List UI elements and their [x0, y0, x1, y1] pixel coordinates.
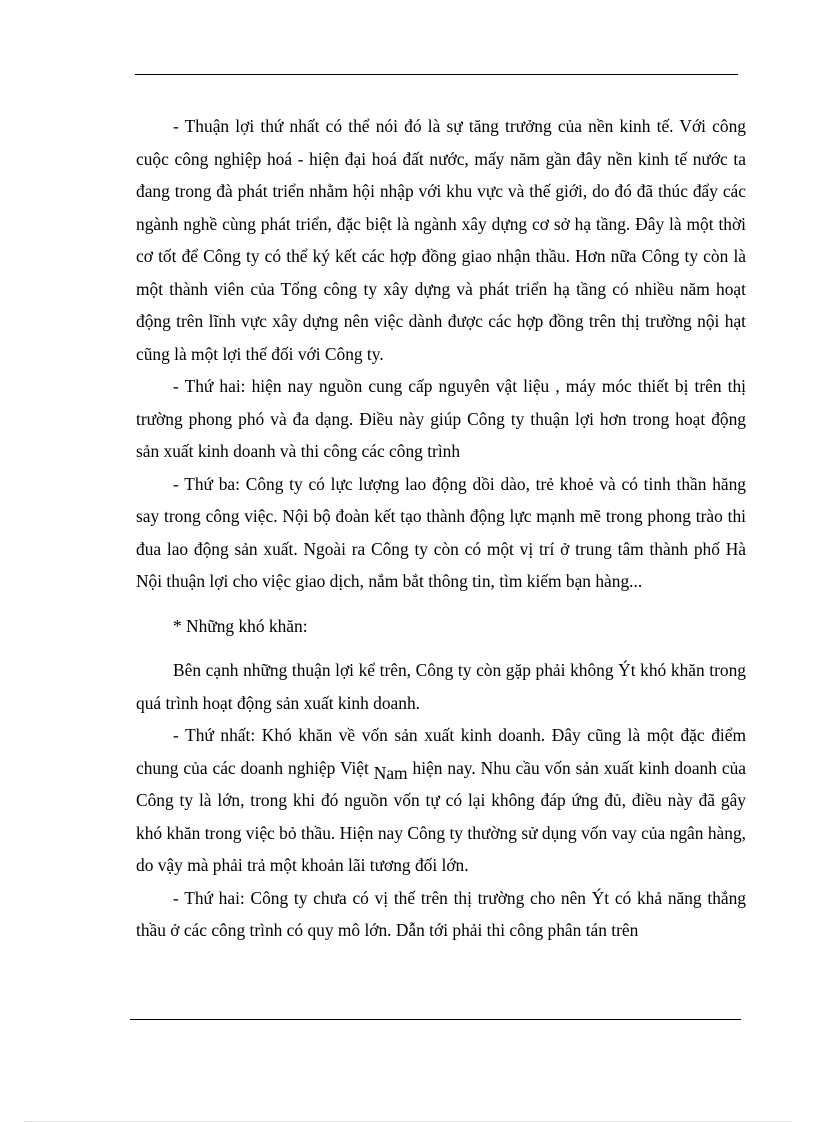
page-edge-dotted-line	[24, 1121, 792, 1122]
document-body	[136, 110, 746, 947]
header-rule	[135, 74, 738, 75]
paragraph-difficulties-intro: Bên cạnh những thuận lợi kể trên, Công ty còn gặp phải không Ýt khó khăn trong quá trình hoạt động sản xuất kinh doanh.	[136, 660, 746, 713]
paragraph-difficulty-2: - Thứ hai: Công ty chưa có vị thế trên thị trường cho nên Ýt có khả năng thắng thầu ở các công trình có quy mô lớn. Dẫn tới phải thi công phân tán trên	[136, 887, 746, 940]
paragraph-advantage-2: - Thứ hai: hiện nay nguồn cung cấp nguyên vật liệu , máy móc thiết bị trên thị trường phong phó và đa dạng. Điều này giúp Công ty thuận lợi hơn trong hoạt động sản xuất kinh doanh và thi công các công trình	[136, 376, 746, 461]
paragraph-advantage-3: - Thứ ba: Công ty có lực lượng lao động dồi dào, trẻ khoẻ và có tinh thần hăng say trong công việc. Nội bộ đoàn kết tạo thành động lực mạnh mẽ trong phong trào thi đua lao động sản xuất. Ngoài ra Công ty còn có một vị trí ở trung tâm thành phố Hà Nội thuận lợi cho việc giao dịch, nắm bắt thông tin, tìm kiếm bạn hàng...	[136, 473, 746, 591]
footer-rule	[130, 1019, 741, 1020]
section-heading-difficulties: * Những khó khăn:	[173, 615, 308, 636]
difficulty-1-text-after: hiện nay. Nhu cầu vốn sản xuất kinh doanh của Công ty là lớn, trong khi đó nguồn vốn tự có lại không đáp ứng đủ, điều này đã gây khó khăn trong việc bỏ thầu. Hiện nay Công ty thường sử dụng vốn vay của ngân hàng, do vậy mà phải trả một khoản lãi tương đối lớn.	[136, 757, 746, 875]
difficulty-1-word-nam: Nam	[373, 762, 408, 783]
paragraph-difficulty-1	[136, 719, 746, 882]
paragraph-advantage-1: - Thuận lợi thứ nhất có thể nói đó là sự tăng trưởng của nền kinh tế. Với công cuộc công nghiệp hoá - hiện đại hoá đất nước, mấy năm gần đây nền kinh tế nước ta đang trong đà phát triển nhằm hội nhập với khu vực và thế giới, do đó đã thúc đẩy các ngành nghề cùng phát triển, đặc biệt là ngành xây dựng cơ sở hạ tầng. Đây là một thời cơ tốt để Công ty có thể ký kết các hợp đồng giao nhận thầu. Hơn nữa Công ty còn là một thành viên của Tổng công ty xây dựng và phát triển hạ tầng có nhiều năm hoạt động trên lĩnh vực xây dựng nên việc dành được các hợp đồng trên thị trường nội hạt cũng là một lợi thế đối với Công ty.	[136, 116, 746, 364]
difficulty-1-text-before: - Thứ nhất: Khó khăn về vốn sản xuất kinh doanh. Đây cũng là một đặc điểm chung của các doanh nghiệp Việt	[136, 725, 746, 778]
